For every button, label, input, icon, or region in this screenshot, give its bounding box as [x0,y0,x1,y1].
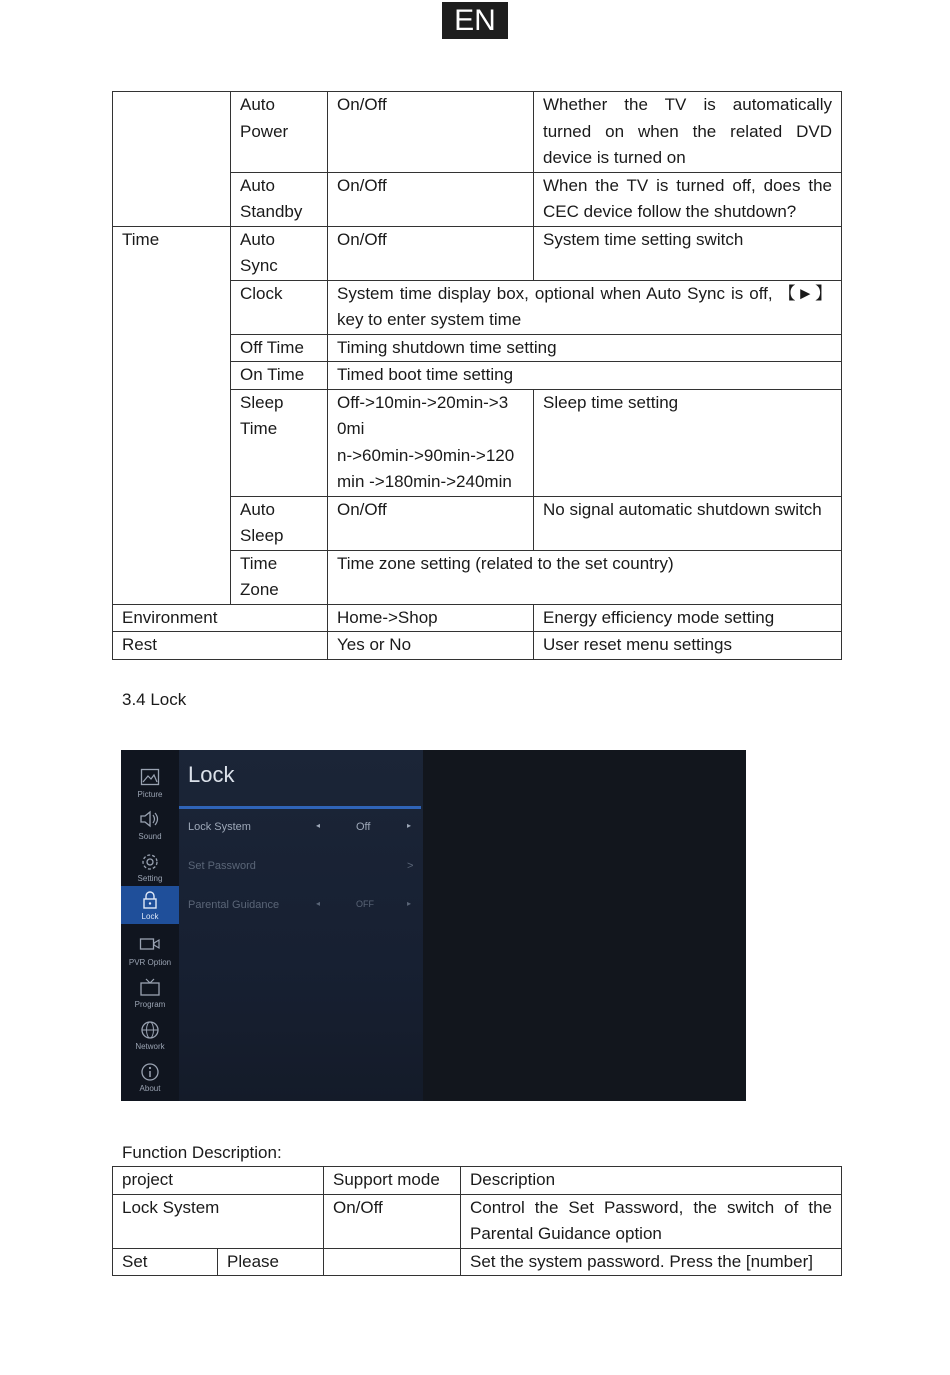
setting-value: On/Off [328,496,534,550]
function-description-heading: Function Description: [122,1143,282,1162]
setting-description: Timed boot time setting [328,362,842,390]
table-header-row [113,1167,842,1195]
setting-value: On/Off [328,226,534,280]
table-row [113,1194,842,1248]
tv-content-area [423,750,746,1101]
table-row [113,604,842,632]
setting-description: Sleep time setting [534,389,842,496]
arrow-right-icon[interactable]: ▸ [407,821,412,830]
settings-table [112,91,842,660]
tv-lock-panel [179,750,423,1101]
table-row [113,226,842,280]
setting-name: Clock [231,280,328,334]
tv-menu-title: Lock [188,762,235,787]
table-row [113,92,842,173]
language-badge: EN [442,2,508,39]
setting-name: Time Zone [231,550,328,604]
rail-item-network[interactable]: Network [121,1016,179,1058]
setting-description: Whether the TV is automatically turned on when the related DVD device is turned on [534,92,842,173]
column-header: Description [461,1167,842,1195]
rail-item-program[interactable]: Program [121,974,179,1016]
setting-name: Environment [113,604,328,632]
info-icon [121,1062,179,1084]
setting-value: On/Off [328,92,534,173]
rail-item-picture[interactable]: Picture [121,764,179,806]
menu-item-lock-system[interactable]: Lock System ◂ Off ▸ [188,821,412,833]
setting-description: User reset menu settings [534,632,842,660]
setting-value: Off->10min->20min->3 0mi n->60min->90min->120 min ->180min->240min [328,389,534,496]
rail-item-setting[interactable]: Setting [121,848,179,890]
gear-icon [121,852,179,874]
picture-icon [121,768,179,790]
rail-item-lock[interactable]: Lock [121,886,179,924]
setting-name: Auto Sync [231,226,328,280]
function-name: Lock System [113,1194,324,1248]
setting-name: Off Time [231,334,328,362]
section-heading: 3.4 Lock [122,690,187,709]
function-subname: Please [218,1248,324,1276]
group-label-time: Time [113,226,231,604]
rail-item-pvr-option[interactable]: PVR Option [121,932,179,974]
sound-icon [121,810,179,832]
setting-description: Energy efficiency mode setting [534,604,842,632]
function-table [112,1166,842,1276]
function-description: Set the system password. Press the [number] [461,1248,842,1276]
rail-item-about[interactable]: About [121,1058,179,1100]
rail-item-sound[interactable]: Sound [121,806,179,848]
menu-item-parental-guidance[interactable]: Parental Guidance ◂ OFF ▸ [188,899,412,911]
tv-sidebar [121,750,179,1101]
setting-value: Yes or No [328,632,534,660]
setting-description: No signal automatic shutdown switch [534,496,842,550]
arrow-left-icon[interactable]: ◂ [316,821,321,830]
setting-value: Home->Shop [328,604,534,632]
table-row [113,1248,842,1276]
setting-description: Time zone setting (related to the set country) [328,550,842,604]
setting-name: Rest [113,632,328,660]
lock-icon [121,890,179,912]
setting-description: Timing shutdown time setting [328,334,842,362]
tv-title-divider [179,806,421,809]
column-header: project [113,1167,324,1195]
function-mode: On/Off [324,1194,461,1248]
setting-name: Sleep Time [231,389,328,496]
menu-item-set-password[interactable]: Set Password > [188,860,414,872]
setting-description: System time setting switch [534,226,842,280]
table-row [113,632,842,660]
function-mode [324,1248,461,1276]
function-description: Control the Set Password, the switch of the Parental Guidance option [461,1194,842,1248]
tv-icon [121,978,179,1000]
camera-icon [121,936,179,958]
setting-name: On Time [231,362,328,390]
setting-value: On/Off [328,172,534,226]
function-name: Set [113,1248,218,1276]
group-cell [113,92,231,227]
tv-menu-screenshot [121,750,746,1101]
column-header: Support mode [324,1167,461,1195]
arrow-left-icon[interactable]: ◂ [316,899,321,908]
globe-icon [121,1020,179,1042]
setting-description: System time display box, optional when Auto Sync is off, 【►】 key to enter system time [328,280,842,334]
chevron-right-icon: > [407,860,414,872]
setting-name: Auto Standby [231,172,328,226]
setting-description: When the TV is turned off, does the CEC device follow the shutdown? [534,172,842,226]
setting-name: Auto Sleep [231,496,328,550]
arrow-right-icon[interactable]: ▸ [407,899,412,908]
setting-name: Auto Power [231,92,328,173]
